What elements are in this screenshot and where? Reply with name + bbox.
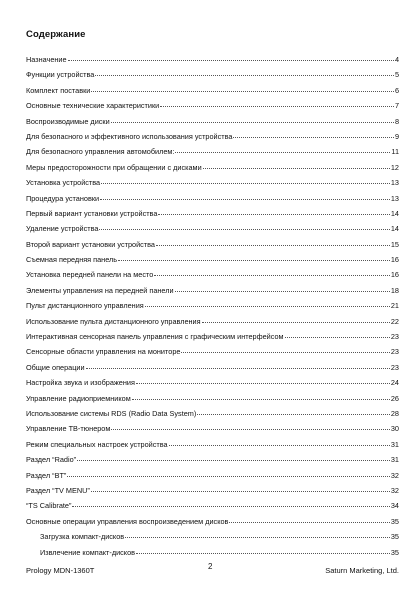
toc-leader-dots xyxy=(101,183,390,184)
toc-entry-title: Назначение xyxy=(26,55,67,64)
toc-entry-page: 11 xyxy=(391,147,399,157)
toc-entry[interactable] xyxy=(26,83,399,98)
toc-entry-page: 34 xyxy=(390,501,399,511)
toc-entry-title: Для безопасного и эффективного использования устройства xyxy=(26,131,233,141)
footer-company: Saturn Marketing, Ltd. xyxy=(325,566,399,575)
toc-entry[interactable] xyxy=(26,237,399,252)
toc-entry-page: 31 xyxy=(390,439,399,449)
toc-entry-page: 14 xyxy=(390,224,399,234)
toc-entry-page: 24 xyxy=(390,378,399,388)
toc-entry[interactable] xyxy=(26,283,399,298)
toc-leader-dots xyxy=(175,152,390,153)
toc-entry[interactable] xyxy=(26,344,399,359)
toc-entry[interactable] xyxy=(26,375,399,390)
toc-entry-title: Раздел “Radio” xyxy=(26,455,77,465)
toc-entry-page: 7 xyxy=(394,101,399,111)
toc-entry-title: Воспроизводимые диски xyxy=(26,116,110,126)
toc-leader-dots xyxy=(169,445,390,446)
toc-entry-page: 9 xyxy=(394,131,399,141)
toc-leader-dots xyxy=(175,291,390,292)
toc-entry-title: Основные технические характеристики xyxy=(26,101,160,111)
toc-leader-dots xyxy=(91,491,390,492)
toc-entry-title: Использование системы RDS (Radio Data System) xyxy=(26,408,197,418)
toc-entry-title: Первый вариант установки устройства xyxy=(26,208,158,218)
toc-entry-page: 12 xyxy=(390,162,399,172)
toc-entry-title: Для безопасного управления автомобилем: xyxy=(26,147,175,157)
toc-entry-page: 8 xyxy=(394,116,399,126)
toc-entry-title: Интерактивная сенсорная панель управления с графическим интерфейсом xyxy=(26,332,284,342)
toc-leader-dots xyxy=(72,506,389,507)
toc-entry-page: 13 xyxy=(390,193,399,203)
toc-leader-dots xyxy=(158,214,389,215)
toc-entry-page: 23 xyxy=(390,347,399,357)
toc-entry-page: 6 xyxy=(394,85,399,95)
toc-entry[interactable] xyxy=(26,529,399,544)
toc-entry[interactable] xyxy=(26,483,399,498)
toc-leader-dots xyxy=(132,399,390,400)
toc-entry-page: 23 xyxy=(390,362,399,372)
toc-entry-title: Раздел “TV MENU” xyxy=(26,485,90,495)
toc-entry[interactable] xyxy=(26,175,399,190)
toc-entry-title: Установка устройства xyxy=(26,178,101,188)
toc-leader-dots xyxy=(100,199,390,200)
table-of-contents xyxy=(26,52,399,560)
toc-entry[interactable] xyxy=(26,360,399,375)
toc-leader-dots xyxy=(145,306,390,307)
footer-model: Prology MDN-1360T xyxy=(26,566,95,575)
toc-entry[interactable] xyxy=(26,391,399,406)
toc-entry-title: Съемная передняя панель xyxy=(26,255,118,265)
toc-entry-title: Общие операции xyxy=(26,362,85,372)
toc-entry[interactable] xyxy=(26,129,399,144)
footer-page-number: 2 xyxy=(208,562,213,571)
toc-entry-title: Раздел “BT” xyxy=(26,470,67,480)
toc-entry-page: 35 xyxy=(390,516,399,526)
toc-entry-page: 32 xyxy=(390,470,399,480)
toc-entry[interactable] xyxy=(26,221,399,236)
toc-entry[interactable] xyxy=(26,298,399,313)
toc-entry-title: “TS Calibrate” xyxy=(26,501,72,511)
toc-leader-dots xyxy=(136,383,390,384)
toc-entry[interactable] xyxy=(26,52,399,67)
toc-entry[interactable] xyxy=(26,206,399,221)
toc-leader-dots xyxy=(202,322,390,323)
toc-entry-title: Удаление устройства xyxy=(26,224,99,234)
toc-leader-dots xyxy=(136,553,390,554)
toc-entry[interactable] xyxy=(26,114,399,129)
toc-entry[interactable] xyxy=(26,468,399,483)
toc-entry[interactable] xyxy=(26,545,399,560)
toc-entry-page: 15 xyxy=(390,239,399,249)
toc-leader-dots xyxy=(233,137,393,138)
toc-entry-title: Настройка звука и изображения xyxy=(26,378,135,388)
toc-entry-title: Элементы управления на передней панели xyxy=(26,285,174,295)
toc-entry[interactable] xyxy=(26,98,399,113)
toc-entry-page: 35 xyxy=(390,532,399,542)
toc-leader-dots xyxy=(68,60,394,61)
toc-leader-dots xyxy=(125,537,390,538)
toc-entry-title: Использование пульта дистанционного управления xyxy=(26,316,201,326)
toc-entry[interactable] xyxy=(26,314,399,329)
toc-leader-dots xyxy=(111,429,389,430)
toc-entry-page: 16 xyxy=(390,270,399,280)
toc-entry-page: 30 xyxy=(390,424,399,434)
toc-entry-title: Управление радиоприемником xyxy=(26,393,131,403)
toc-entry[interactable] xyxy=(26,191,399,206)
toc-leader-dots xyxy=(156,245,390,246)
toc-entry[interactable] xyxy=(26,514,399,529)
toc-entry[interactable] xyxy=(26,406,399,421)
toc-entry-title: Функции устройства xyxy=(26,70,95,80)
toc-entry[interactable] xyxy=(26,329,399,344)
toc-entry-title: Управление ТВ-тюнером xyxy=(26,424,111,434)
toc-entry[interactable] xyxy=(26,452,399,467)
toc-leader-dots xyxy=(154,275,390,276)
toc-entry-title: Основные операции управления воспроизведением дисков xyxy=(26,516,229,526)
toc-entry-title: Загрузка компакт-дисков xyxy=(40,532,125,542)
toc-leader-dots xyxy=(203,168,390,169)
toc-entry[interactable] xyxy=(26,421,399,436)
toc-leader-dots xyxy=(285,337,390,338)
toc-entry-page: 21 xyxy=(390,301,399,311)
toc-leader-dots xyxy=(118,260,390,261)
toc-leader-dots xyxy=(91,91,394,92)
toc-entry[interactable] xyxy=(26,498,399,513)
toc-entry-page: 18 xyxy=(390,285,399,295)
toc-leader-dots xyxy=(111,122,394,123)
toc-entry-title: Сенсорные области управления на мониторе xyxy=(26,347,181,357)
toc-leader-dots xyxy=(197,414,390,415)
toc-entry[interactable] xyxy=(26,437,399,452)
toc-entry-title: Второй вариант установки устройства xyxy=(26,239,155,249)
toc-entry[interactable] xyxy=(26,252,399,267)
toc-leader-dots xyxy=(160,106,394,107)
toc-leader-dots xyxy=(67,476,390,477)
toc-entry[interactable] xyxy=(26,160,399,175)
toc-entry-title: Комплект поставки xyxy=(26,85,91,95)
toc-leader-dots xyxy=(99,229,389,230)
toc-entry[interactable] xyxy=(26,144,399,159)
page-title: Содержание xyxy=(26,29,86,40)
toc-entry-title: Пульт дистанционного управления xyxy=(26,301,144,311)
toc-entry-page: 13 xyxy=(390,178,399,188)
toc-entry-title: Процедура установки xyxy=(26,193,100,203)
toc-entry-page: 14 xyxy=(390,208,399,218)
toc-entry-page: 28 xyxy=(390,408,399,418)
toc-entry[interactable] xyxy=(26,267,399,282)
toc-entry-page: 23 xyxy=(390,332,399,342)
toc-leader-dots xyxy=(86,368,390,369)
toc-leader-dots xyxy=(229,522,389,523)
toc-leader-dots xyxy=(77,460,390,461)
toc-entry-page: 32 xyxy=(390,485,399,495)
toc-entry-page: 5 xyxy=(394,70,399,80)
toc-entry-page: 4 xyxy=(394,55,399,64)
toc-entry-page: 22 xyxy=(390,316,399,326)
toc-entry-page: 26 xyxy=(390,393,399,403)
toc-entry-page: 31 xyxy=(390,455,399,465)
toc-entry-page: 16 xyxy=(390,255,399,265)
toc-leader-dots xyxy=(95,75,394,76)
toc-entry-title: Меры предосторожности при обращении с дисками xyxy=(26,162,202,172)
toc-entry-title: Установка передней панели на место xyxy=(26,270,154,280)
toc-entry-title: Режим специальных настроек устройства xyxy=(26,439,168,449)
toc-entry-page: 35 xyxy=(390,547,399,557)
toc-entry[interactable] xyxy=(26,67,399,82)
toc-entry-title: Извлечение компакт-дисков xyxy=(40,547,136,557)
toc-leader-dots xyxy=(181,352,389,353)
